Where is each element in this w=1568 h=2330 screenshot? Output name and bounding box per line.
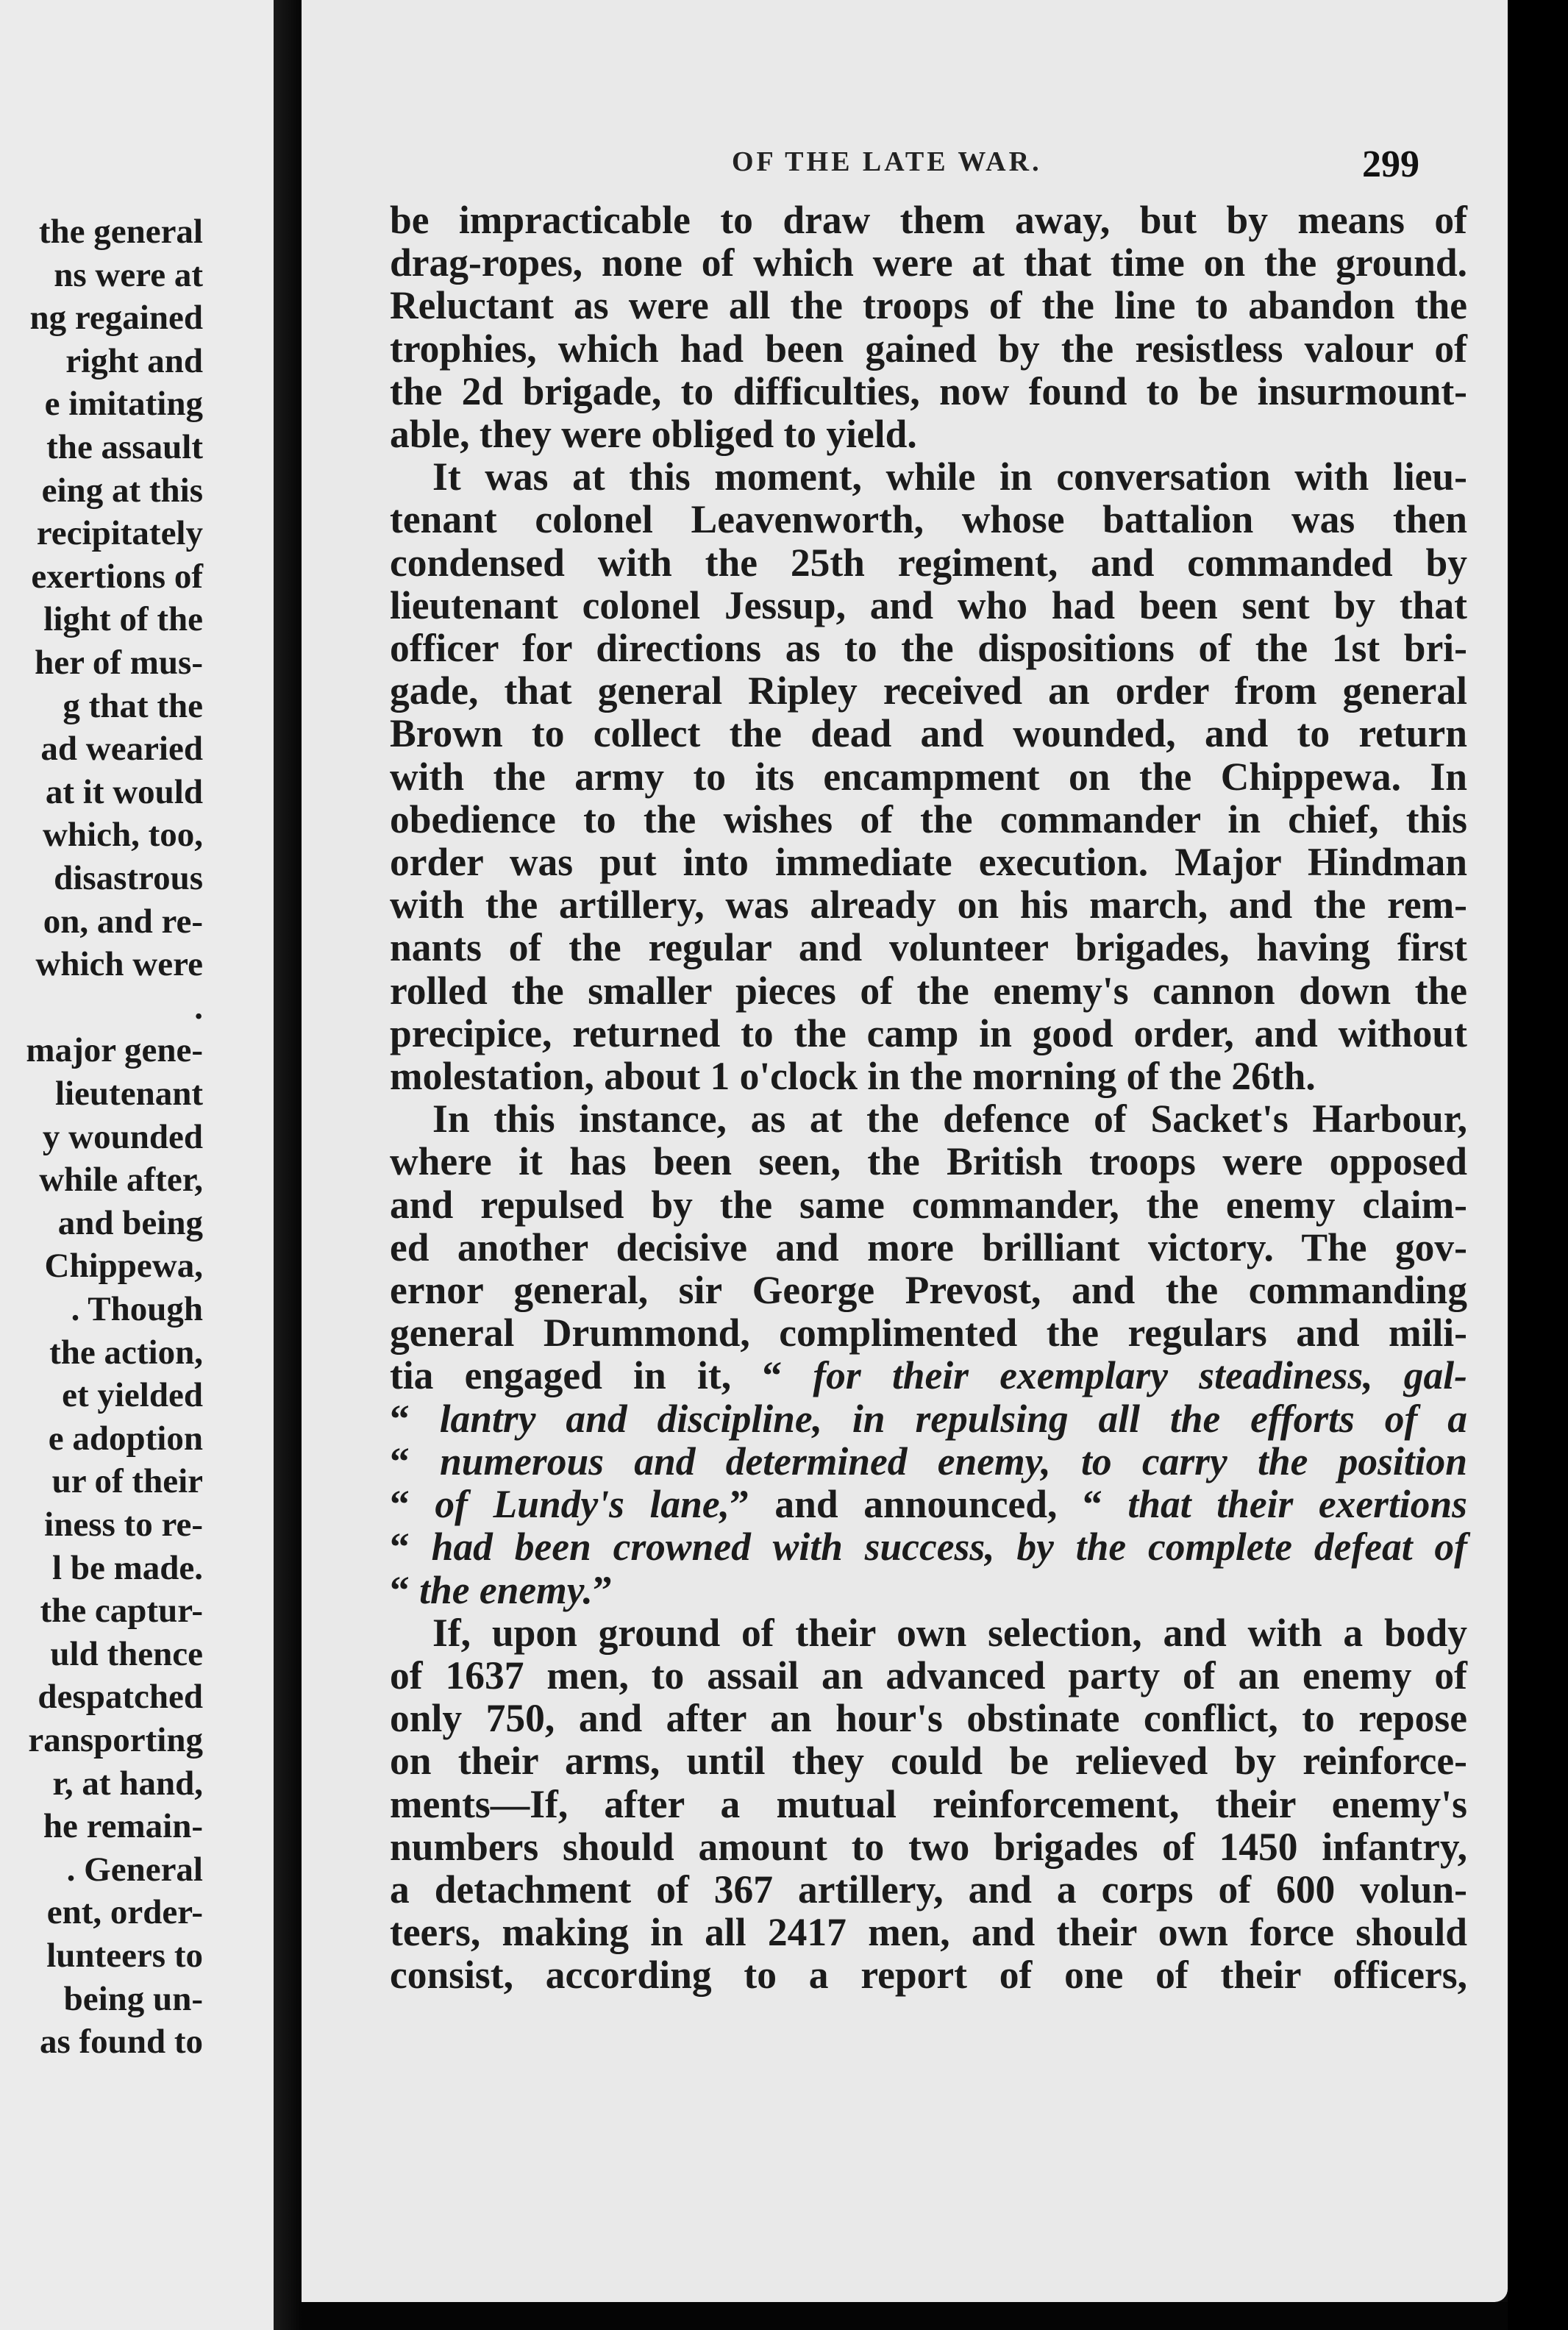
body-line xyxy=(390,455,1467,498)
line-text: “ xyxy=(390,1439,441,1483)
body-line xyxy=(390,1739,1467,1782)
left-page-line: the assault xyxy=(46,428,203,466)
line-text: If, upon ground of their own selection, and with a body xyxy=(432,1610,1467,1655)
body-line xyxy=(390,1525,1467,1568)
italic-quote: numerous and determined enemy, to carry the position xyxy=(440,1439,1467,1483)
body-line xyxy=(390,1953,1467,1996)
left-page-line: the general xyxy=(38,213,203,251)
line-text: condensed with the 25th regiment, and commanded by xyxy=(390,540,1467,585)
body-line xyxy=(390,370,1467,413)
left-page-line: . Though xyxy=(71,1290,203,1328)
line-text: trophies, which had been gained by the resistless valour of xyxy=(390,326,1467,371)
line-text: gade, that general Ripley received an order from general xyxy=(390,669,1467,713)
line-text: ” xyxy=(592,1567,613,1612)
body-line xyxy=(390,1783,1467,1825)
left-page-line: despatched xyxy=(38,1678,203,1717)
left-page-line: being un- xyxy=(63,1979,203,2018)
left-page-line: ad wearied xyxy=(40,730,203,769)
left-page-line: lieutenant xyxy=(54,1075,203,1113)
line-text: ernor general, sir George Prevost, and the commanding xyxy=(390,1268,1467,1313)
right-page xyxy=(302,0,1508,2302)
body-line xyxy=(390,1397,1467,1440)
line-text: Reluctant as were all the troops of the line to abandon the xyxy=(390,283,1467,328)
line-text: and repulsed by the same commander, the enemy claim- xyxy=(390,1182,1467,1227)
line-text: “ xyxy=(390,1396,440,1441)
body-line xyxy=(390,1269,1467,1311)
body-line xyxy=(390,1911,1467,1953)
body-line xyxy=(390,1055,1467,1097)
body-line xyxy=(390,284,1467,327)
left-page-line: et yielded xyxy=(62,1376,203,1415)
left-page-line: the action, xyxy=(49,1333,203,1372)
body-line xyxy=(390,712,1467,755)
left-page-line: . xyxy=(194,988,203,1027)
body-line xyxy=(390,755,1467,798)
line-text: with the army to its encampment on the Chippewa. In xyxy=(390,754,1467,799)
line-text: able, they were obliged to yield. xyxy=(390,412,917,457)
page-header xyxy=(302,143,1508,197)
line-text: only 750, and after an hour's obstinate conflict, to repose xyxy=(390,1696,1467,1741)
line-text: “ xyxy=(390,1567,420,1612)
left-page-line: uld thence xyxy=(50,1634,203,1673)
page-bottom-shadow xyxy=(302,2302,1508,2330)
left-page-line: while after, xyxy=(39,1161,203,1200)
line-text: “ xyxy=(390,1525,432,1570)
body-line xyxy=(390,1483,1467,1525)
body-line xyxy=(390,669,1467,712)
italic-quote: for their exemplary steadiness, gal- xyxy=(813,1353,1467,1398)
line-text: general Drummond, complimented the regulars and mili- xyxy=(390,1311,1467,1355)
left-page-line: exertions of xyxy=(31,557,203,596)
line-text: a detachment of 367 artillery, and a corps of 600 volun- xyxy=(390,1867,1467,1912)
left-page-line: . General xyxy=(66,1850,203,1889)
italic-quote: that their exertions xyxy=(1127,1482,1467,1527)
line-text: Brown to collect the dead and wounded, and to return xyxy=(390,711,1467,756)
body-line xyxy=(390,1440,1467,1483)
italic-quote: the enemy. xyxy=(419,1567,593,1612)
line-text: rolled the smaller pieces of the enemy's cannon down the xyxy=(390,968,1467,1013)
body-text xyxy=(390,199,1467,1997)
left-page-line: iness to re- xyxy=(44,1506,203,1544)
body-line xyxy=(390,1097,1467,1140)
left-page-line: g that the xyxy=(63,686,203,725)
line-text: obedience to the wishes of the commander in chief, this xyxy=(390,797,1467,841)
body-line xyxy=(390,241,1467,284)
line-text: officer for directions as to the dispositions of the 1st bri- xyxy=(390,626,1467,671)
left-page-line: on, and re- xyxy=(43,902,203,941)
left-page-line: at it would xyxy=(45,772,203,811)
body-line xyxy=(390,1140,1467,1183)
line-text: precipice, returned to the camp in good order, and without xyxy=(390,1011,1467,1055)
body-line xyxy=(390,627,1467,669)
line-text: teers, making in all 2417 men, and their own force should xyxy=(390,1910,1467,1955)
left-page-line: ns were at xyxy=(54,255,203,294)
left-page-line: he remain- xyxy=(43,1807,203,1846)
page-edge-shadow xyxy=(1508,0,1568,2330)
line-text: ed another decisive and more brilliant victory. The gov- xyxy=(390,1225,1467,1269)
body-line xyxy=(390,1012,1467,1055)
line-text: It was at this moment, while in conversation with lieu- xyxy=(432,455,1467,499)
line-text: tenant colonel Leavenworth, whose battalion was then xyxy=(390,497,1467,542)
left-page-line: right and xyxy=(65,341,203,380)
book-gutter xyxy=(274,0,302,2330)
line-text: numbers should amount to two brigades of 1450 infantry, xyxy=(390,1824,1467,1869)
line-text: ” and announced, “ xyxy=(730,1482,1128,1527)
left-page-line: ransporting xyxy=(28,1721,203,1759)
line-text: of 1637 men, to assail an advanced party of an enemy of xyxy=(390,1653,1467,1697)
line-text: consist, according to a report of one of their officers, xyxy=(390,1953,1467,1998)
line-text: molestation, about 1 o'clock in the morning of the 26th. xyxy=(390,1054,1316,1099)
left-page-line: the captur- xyxy=(40,1592,203,1631)
body-line xyxy=(390,926,1467,969)
left-page-line: recipitately xyxy=(36,514,203,553)
page-number: 299 xyxy=(1362,143,1419,185)
line-text: on their arms, until they could be relieved by reinforce- xyxy=(390,1739,1467,1784)
left-page-fragment xyxy=(0,0,274,2330)
left-page-line: ng regained xyxy=(29,299,203,338)
left-page-line: e adoption xyxy=(48,1419,203,1458)
body-line xyxy=(390,1868,1467,1911)
left-page-line: eing at this xyxy=(41,471,203,510)
italic-quote: had been crowned with success, by the complete defeat of xyxy=(431,1525,1467,1570)
line-text: ments—If, after a mutual reinforcement, their enemy's xyxy=(390,1781,1467,1826)
body-line xyxy=(390,1569,1467,1611)
left-page-line: l be made. xyxy=(52,1548,203,1587)
line-text: with the artillery, was already on his march, and the rem- xyxy=(390,883,1467,927)
left-page-line: y wounded xyxy=(42,1117,203,1156)
left-page-line: light of the xyxy=(43,600,203,639)
left-page-line: ent, order- xyxy=(46,1893,203,1932)
body-line xyxy=(390,798,1467,841)
left-page-line: e imitating xyxy=(44,385,203,424)
body-line xyxy=(390,413,1467,455)
left-page-line: r, at hand, xyxy=(52,1764,203,1803)
left-page-line: Chippewa, xyxy=(44,1247,203,1286)
body-line xyxy=(390,498,1467,541)
line-text: nants of the regular and volunteer brigades, having first xyxy=(390,925,1467,970)
left-page-line: and being xyxy=(57,1203,203,1242)
body-line xyxy=(390,1354,1467,1397)
line-text: drag-ropes, none of which were at that time on the ground. xyxy=(390,241,1467,285)
left-page-line: disastrous xyxy=(54,859,203,897)
body-line xyxy=(390,1226,1467,1269)
running-head: OF THE LATE WAR. xyxy=(732,146,1042,177)
line-text: where it has been seen, the British troops were opposed xyxy=(390,1139,1467,1184)
body-line xyxy=(390,1311,1467,1354)
left-page-line: as found to xyxy=(39,2023,203,2062)
left-page-line: ur of their xyxy=(51,1462,203,1501)
line-text: order was put into immediate execution. Major Hindman xyxy=(390,840,1467,885)
body-line xyxy=(390,1825,1467,1868)
body-line xyxy=(390,1697,1467,1739)
left-page-line: her of mus- xyxy=(35,644,203,682)
italic-quote: of Lundy's lane, xyxy=(435,1482,730,1527)
body-line xyxy=(390,1611,1467,1654)
line-text: In this instance, as at the defence of Sacket's Harbour, xyxy=(432,1097,1467,1141)
left-page-line: lunteers to xyxy=(46,1937,203,1975)
body-line xyxy=(390,327,1467,370)
line-text: the 2d brigade, to difficulties, now found to be insurmount- xyxy=(390,368,1467,413)
body-line xyxy=(390,841,1467,883)
body-line xyxy=(390,541,1467,584)
body-line xyxy=(390,199,1467,241)
line-text: tia engaged in it, “ xyxy=(390,1353,813,1398)
left-page-line: which, too, xyxy=(42,816,203,855)
left-page-line: major gene- xyxy=(26,1031,203,1070)
left-page-line: which were xyxy=(35,945,203,984)
body-line xyxy=(390,1654,1467,1697)
body-line xyxy=(390,969,1467,1012)
italic-quote: lantry and discipline, in repulsing all the efforts of a xyxy=(439,1396,1468,1441)
body-line xyxy=(390,1183,1467,1226)
body-line xyxy=(390,584,1467,627)
line-text: “ xyxy=(390,1482,435,1527)
line-text: lieutenant colonel Jessup, and who had been sent by that xyxy=(390,582,1467,627)
body-line xyxy=(390,883,1467,926)
line-text: be impracticable to draw them away, but by means of xyxy=(390,198,1467,242)
